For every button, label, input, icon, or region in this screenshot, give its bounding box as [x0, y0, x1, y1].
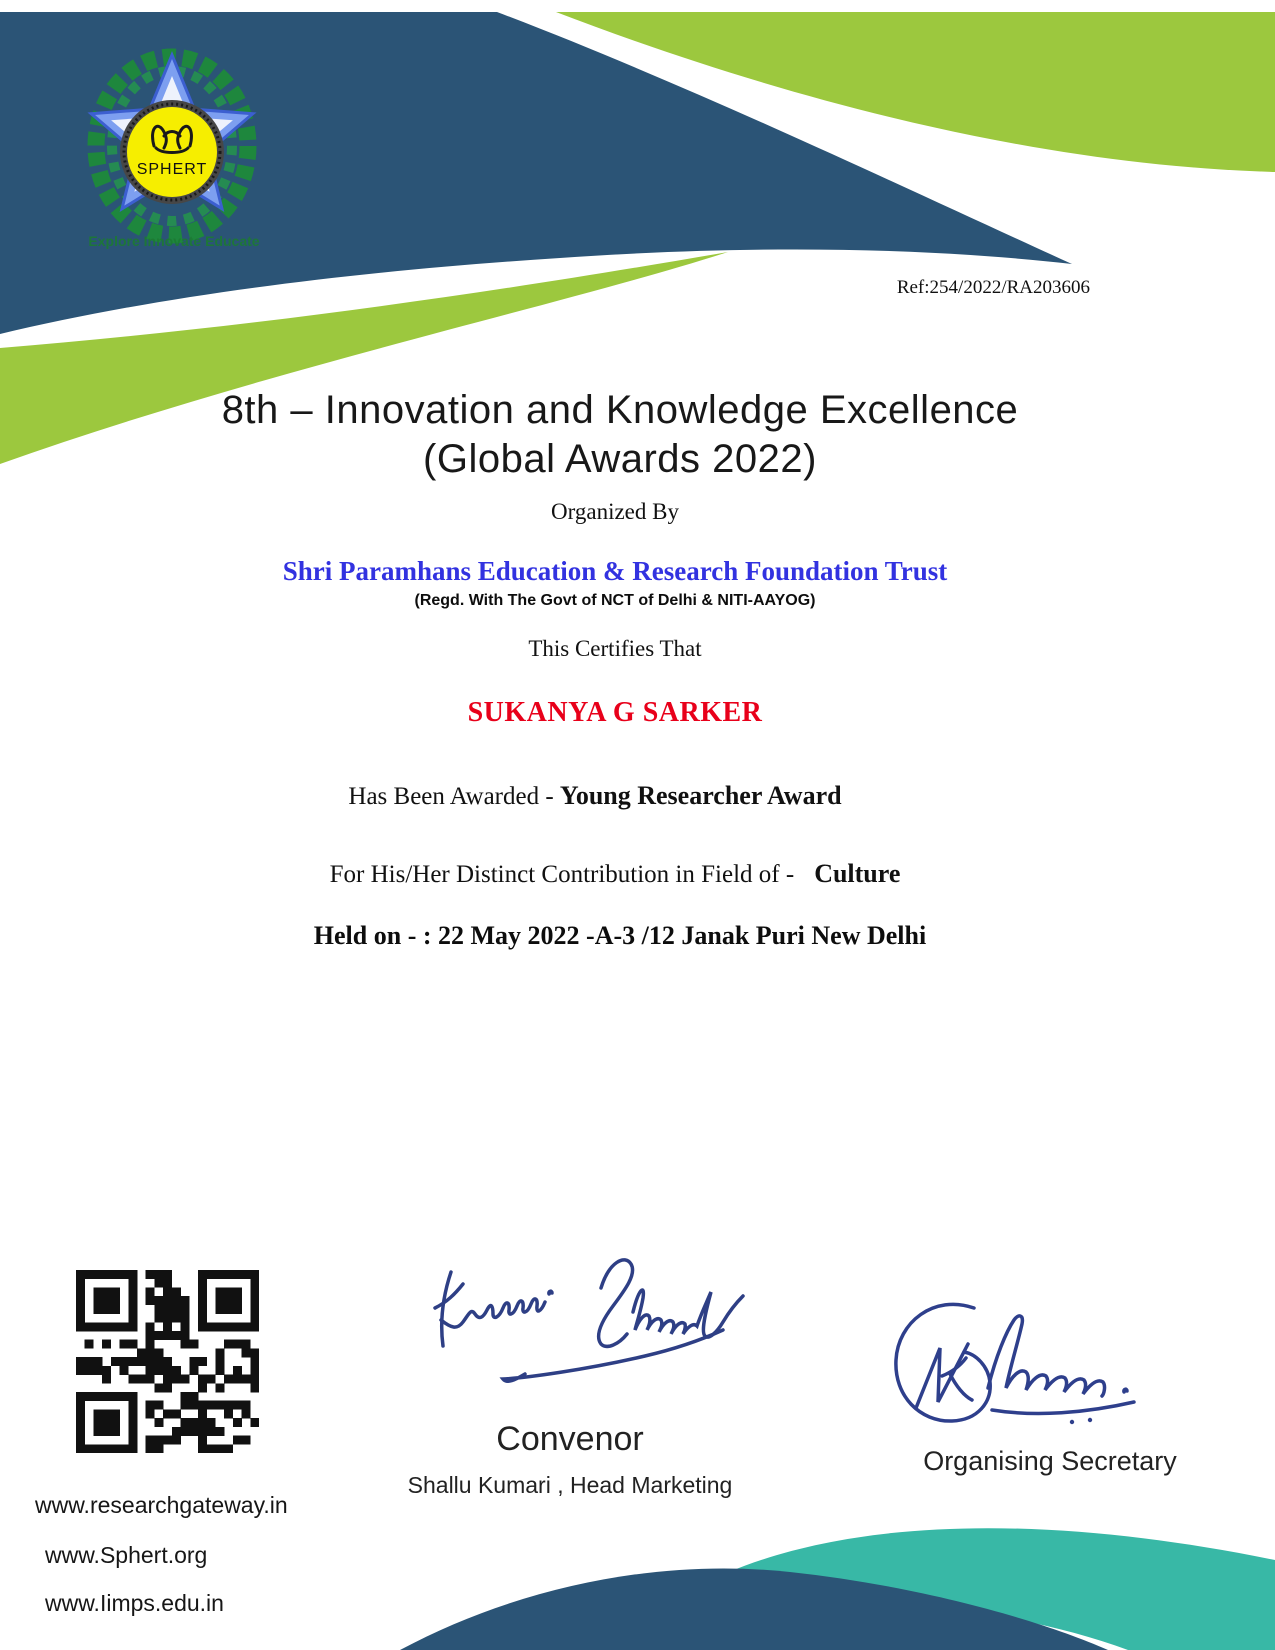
field-value: Culture	[814, 859, 901, 888]
sphert-logo	[62, 40, 292, 270]
organized-by-label: Organized By	[551, 499, 679, 524]
title-line-2: (Global Awards 2022)	[423, 437, 817, 481]
website-researchgateway: www.researchgateway.in	[35, 1492, 288, 1518]
logo-acronym: SPHERT	[136, 161, 208, 178]
website-iimps: www.Iimps.edu.in	[45, 1590, 224, 1616]
registration-line: (Regd. With The Govt of NCT of Delhi & NITI-AAYOG)	[414, 592, 816, 609]
qr-code	[76, 1270, 259, 1453]
convenor-name: Shallu Kumari , Head Marketing	[407, 1472, 733, 1498]
secretary-title: Organising Secretary	[923, 1446, 1177, 1476]
certificate-title	[0, 386, 1240, 484]
recipient-name: SUKANYA G SARKER	[467, 697, 763, 728]
medallion-icon	[120, 100, 224, 204]
logo-tagline: Explore Innovate Educate	[88, 233, 260, 249]
certifies-label: This Certifies That	[528, 636, 702, 661]
award-name: Young Researcher Award	[559, 781, 842, 810]
convenor-title: Convenor	[496, 1420, 644, 1458]
reference-number: Ref:254/2022/RA203606	[896, 277, 1090, 298]
bottom-wave-decoration	[0, 1430, 1275, 1650]
field-prefix: For His/Her Distinct Contribution in Field of -	[329, 861, 795, 888]
title-line-1: 8th – Innovation and Knowledge Excellence	[221, 388, 1019, 432]
secretary-signature-ink	[876, 1292, 1196, 1432]
award-line	[0, 781, 1190, 811]
organization-name: Shri Paramhans Education & Research Foundation Trust	[282, 556, 948, 586]
held-on-line: Held on - : 22 May 2022 -A-3 /12 Janak Puri New Delhi	[313, 921, 927, 950]
convenor-signature-ink	[405, 1228, 775, 1398]
website-sphert: www.Sphert.org	[45, 1542, 208, 1568]
award-prefix: Has Been Awarded -	[348, 783, 560, 810]
field-line	[0, 859, 1230, 889]
